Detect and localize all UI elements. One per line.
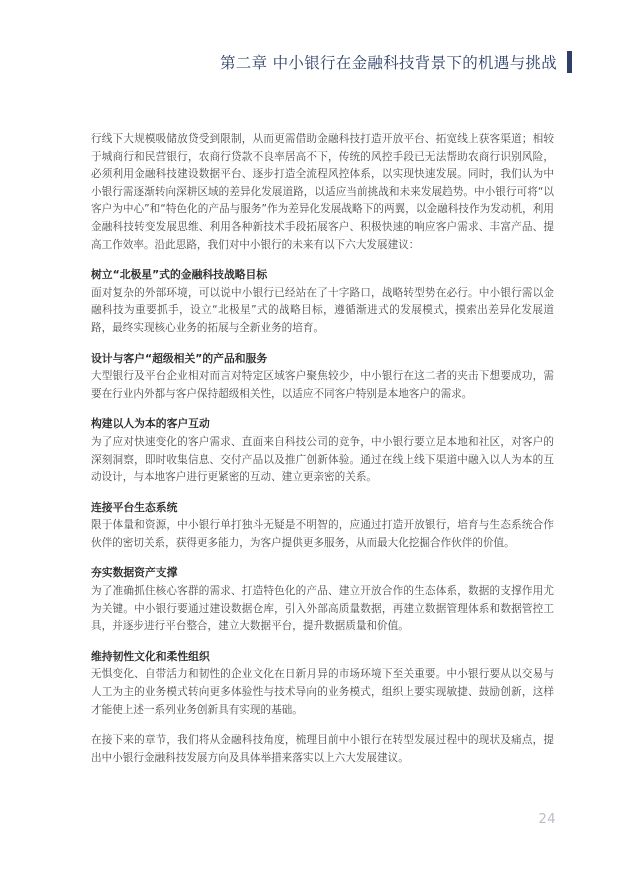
page-number: 24 (538, 812, 556, 827)
section-heading: 维持韧性文化和柔性组织 (91, 649, 210, 663)
section-heading: 夯实数据资产支撑 (91, 566, 178, 580)
section-body: 大型银行及平台企业相对而言对特定区域客户聚焦较少，中小银行在这二者的夹击下想要成功，需要在行业内外都与客户保持超级相关性，以适应不同客户特别是本地客户的需求。 (91, 370, 554, 400)
closing-paragraph: 在接下来的章节，我们将从金融科技角度，梳理目前中小银行在转型发展过程中的现状及痛点，提出中小银行金融科技发展方向及具体举措来落实以上六大发展建议。 (91, 734, 554, 764)
section-body: 面对复杂的外部环境，可以说中小银行已经站在了十字路口，战略转型势在必行。中小银行需以金融科技为重要抓手，设立“北极星”式的战略目标，遵循渐进式的发展模式，摸索出差异化发展道路，最终实现核心业务的拓展与全新业务的培育。 (91, 286, 554, 334)
intro-paragraph: 行线下大规模吸储放贷受到限制，从而更需借助金融科技打造开放平台、拓宽线上获客渠道；相较于城商行和民营银行，农商行贷款不良率居高不下，传统的风控手段已无法帮助农商行识别风险，必须利用金融科技建设数据平台、逐步打造全流程风控体系，以实现快速发展。同时，我们认为中小银行需逐渐转向深耕区域的差异化发展道路，以适应当前挑战和未来发展趋势。中小银行可将“以客户为中心”和“特色化的产品与服务”作为差异化发展战略下的两翼，以金融科技作为发动机，利用金融科技转变发展思维、利用各种新技术手段拓展客户、积极快速的响应客户需求、丰富产品、提高工作效率。沿此思路，我们对中小银行的未来有以下六大发展建议： (91, 133, 554, 251)
section-data-assets (91, 564, 554, 635)
section-north-star (91, 266, 554, 337)
section-heading: 设计与客户“超级相关”的产品和服务 (91, 351, 268, 365)
page-body (91, 131, 554, 767)
section-body: 为了准确抓住核心客群的需求、打造特色化的产品、建立开放合作的生态体系，数据的支撑作用尤为关键。中小银行要通过建设数据仓库，引入外部高质量数据，再建立数据管理体系和数据管控工具，并逐步进行平台整合，建立大数据平台，提升数据质量和价值。 (91, 585, 554, 633)
section-body: 为了应对快速变化的客户需求、直面来自科技公司的竞争，中小银行要立足本地和社区，对客户的深刻洞察，即时收集信息、交付产品以及推广创新体验。通过在线上线下渠道中融入以人为本的互动设计，与本地客户进行更紧密的互动、建立更亲密的关系。 (91, 435, 554, 484)
section-resilient-culture (91, 648, 554, 719)
section-super-relevance (91, 350, 554, 404)
section-heading: 构建以人为本的客户互动 (91, 417, 210, 431)
section-body: 无惧变化、自带活力和韧性的企业文化在日新月异的市场环境下至关重要。中小银行要从以交易与人工为主的业务模式转向更多体验性与技术导向的业务模式，组织上要实现敏捷、鼓励创新，这样才能使上述一系列业务创新具有实现的基础。 (91, 668, 554, 716)
section-heading: 连接平台生态系统 (91, 500, 178, 514)
header-accent-bar (567, 51, 572, 73)
section-human-interaction (91, 415, 554, 486)
section-body: 限于体量和资源，中小银行单打独斗无疑是不明智的，应通过打造开放银行，培育与生态系统合作伙伴的密切关系，获得更多能力，为客户提供更多服务，从而最大化挖掘合作伙伴的价值。 (91, 519, 554, 549)
page-header (220, 50, 572, 74)
section-platform-ecosystem (91, 499, 554, 553)
chapter-title: 第二章 中小银行在金融科技背景下的机遇与挑战 (219, 54, 557, 72)
section-heading: 树立“北极星”式的金融科技战略目标 (91, 268, 268, 282)
